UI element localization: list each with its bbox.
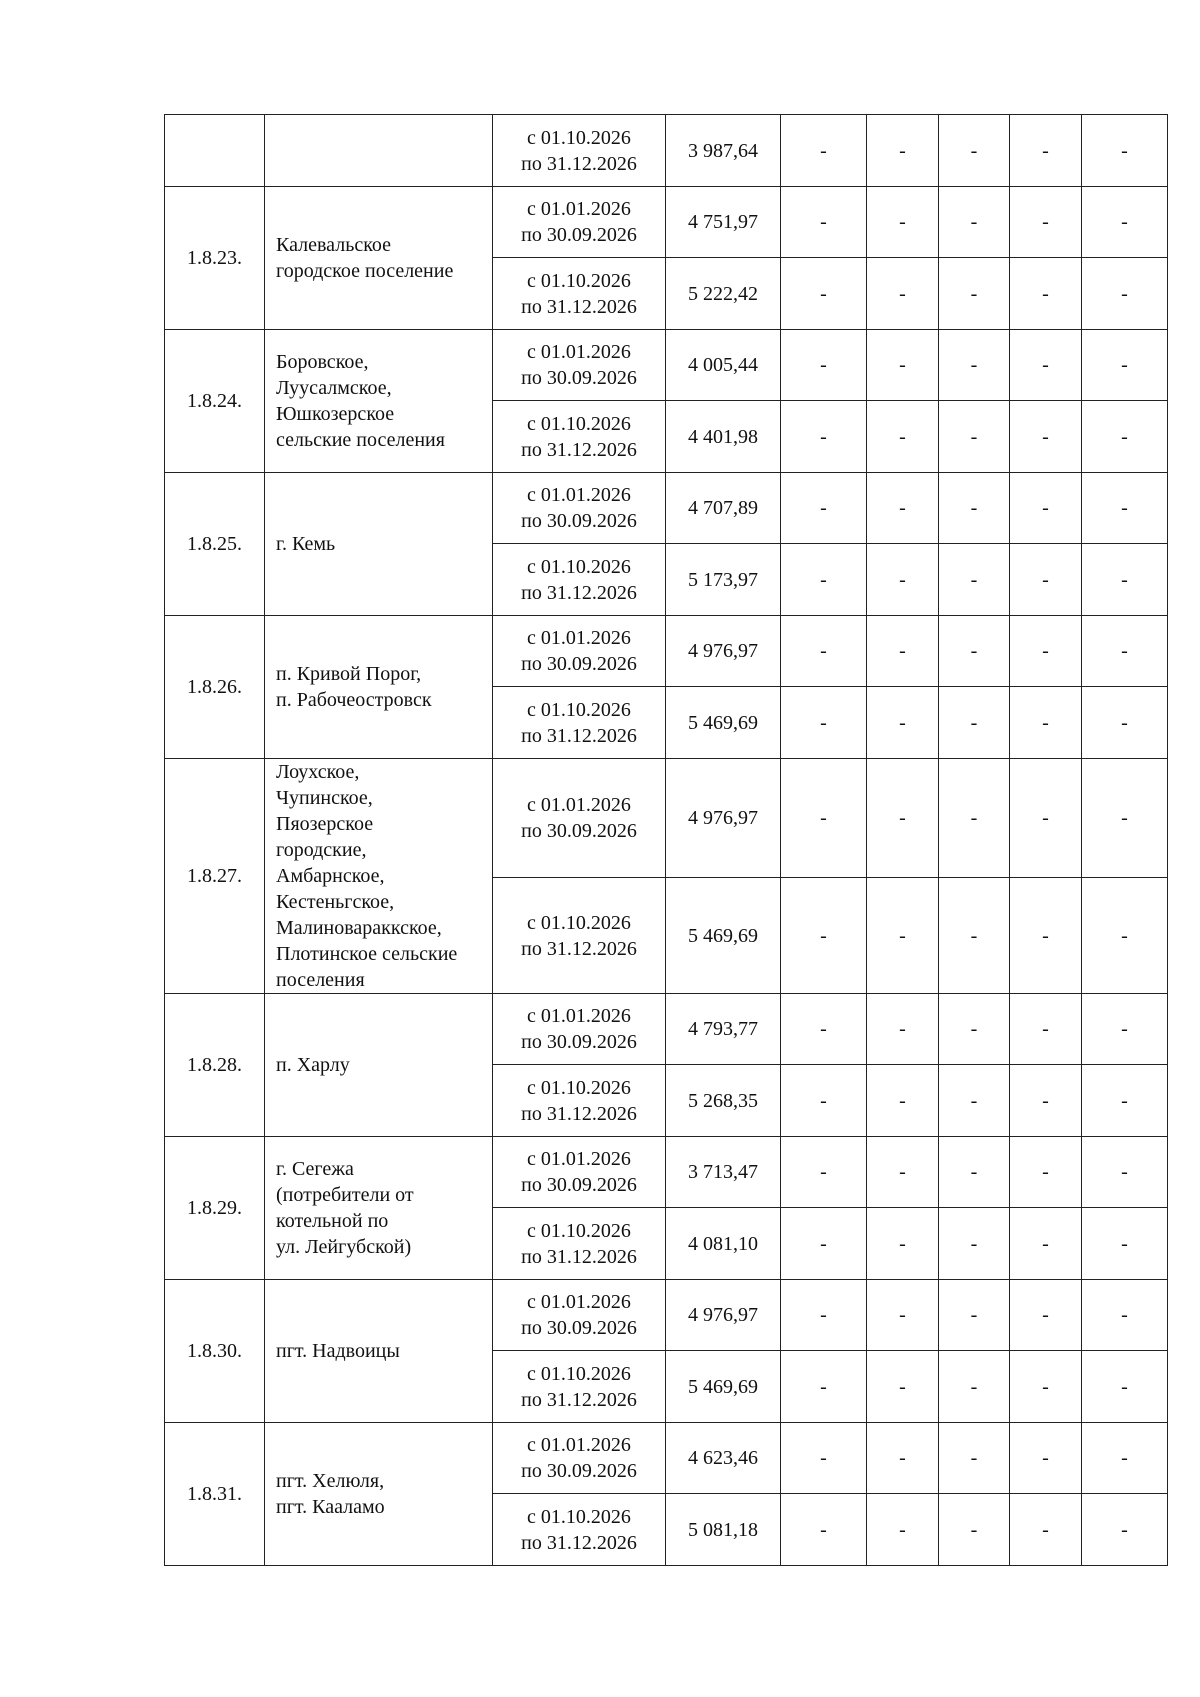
period-cell: с 01.10.2026 по 31.12.2026	[493, 544, 666, 616]
row-number-cell: 1.8.25.	[165, 473, 265, 616]
tariff-value-cell: 5 173,97	[666, 544, 781, 616]
empty-value-cell: -	[939, 473, 1010, 544]
empty-value-cell: -	[1082, 994, 1168, 1065]
period-cell: с 01.01.2026 по 30.09.2026	[493, 616, 666, 687]
tariff-value-cell: 4 976,97	[666, 1280, 781, 1351]
empty-value-cell: -	[1082, 1137, 1168, 1208]
settlement-name: п. Кривой Порог, п. Рабочеостровск	[276, 663, 432, 711]
table-row	[165, 616, 1168, 687]
settlement-name-cell	[265, 473, 493, 616]
empty-value-cell: -	[939, 878, 1010, 994]
empty-value-cell: -	[1082, 544, 1168, 616]
settlement-name-cell	[265, 1137, 493, 1280]
period-cell: с 01.10.2026 по 31.12.2026	[493, 878, 666, 994]
empty-value-cell: -	[1010, 878, 1082, 994]
period-cell: с 01.10.2026 по 31.12.2026	[493, 1494, 666, 1566]
row-number-cell: 1.8.26.	[165, 616, 265, 759]
tariff-table	[164, 114, 1168, 1566]
table-row	[165, 473, 1168, 544]
period-cell: с 01.01.2026 по 30.09.2026	[493, 330, 666, 401]
period-cell: с 01.01.2026 по 30.09.2026	[493, 473, 666, 544]
row-number-cell: 1.8.28.	[165, 994, 265, 1137]
settlement-name-cell	[265, 994, 493, 1137]
period-cell: с 01.01.2026 по 30.09.2026	[493, 759, 666, 878]
empty-value-cell: -	[867, 401, 939, 473]
empty-value-cell: -	[1010, 187, 1082, 258]
period-cell: с 01.01.2026 по 30.09.2026	[493, 1423, 666, 1494]
empty-value-cell: -	[1082, 1351, 1168, 1423]
empty-value-cell: -	[1082, 1208, 1168, 1280]
tariff-value-cell: 3 987,64	[666, 115, 781, 187]
empty-value-cell: -	[781, 1208, 867, 1280]
empty-value-cell: -	[1082, 401, 1168, 473]
period-cell: с 01.10.2026 по 31.12.2026	[493, 1208, 666, 1280]
empty-value-cell: -	[1082, 1423, 1168, 1494]
empty-value-cell: -	[867, 759, 939, 878]
empty-value-cell: -	[939, 187, 1010, 258]
empty-value-cell: -	[867, 1137, 939, 1208]
empty-value-cell: -	[939, 1494, 1010, 1566]
empty-value-cell: -	[781, 759, 867, 878]
empty-value-cell: -	[939, 1351, 1010, 1423]
empty-value-cell: -	[939, 330, 1010, 401]
settlement-name: п. Харлу	[276, 1054, 350, 1076]
empty-value-cell: -	[867, 1494, 939, 1566]
settlement-name: Боровское, Луусалмское, Юшкозерское сельские поселения	[276, 351, 445, 451]
empty-value-cell: -	[1082, 1065, 1168, 1137]
empty-value-cell: -	[781, 1280, 867, 1351]
period-cell: с 01.10.2026 по 31.12.2026	[493, 1351, 666, 1423]
empty-value-cell: -	[867, 1351, 939, 1423]
settlement-name-cell	[265, 115, 493, 187]
tariff-value-cell: 4 976,97	[666, 759, 781, 878]
empty-value-cell: -	[939, 258, 1010, 330]
empty-value-cell: -	[867, 994, 939, 1065]
empty-value-cell: -	[939, 401, 1010, 473]
empty-value-cell: -	[867, 1208, 939, 1280]
tariff-value-cell: 5 222,42	[666, 258, 781, 330]
empty-value-cell: -	[939, 687, 1010, 759]
empty-value-cell: -	[781, 330, 867, 401]
empty-value-cell: -	[781, 616, 867, 687]
row-number-cell: 1.8.23.	[165, 187, 265, 330]
tariff-value-cell: 4 707,89	[666, 473, 781, 544]
empty-value-cell: -	[1010, 258, 1082, 330]
empty-value-cell: -	[1082, 1280, 1168, 1351]
empty-value-cell: -	[1010, 1423, 1082, 1494]
empty-value-cell: -	[1010, 1137, 1082, 1208]
row-number-cell: 1.8.30.	[165, 1280, 265, 1423]
tariff-value-cell: 4 401,98	[666, 401, 781, 473]
settlement-name: Калевальское городское поселение	[276, 234, 454, 282]
table-body	[165, 115, 1168, 1566]
empty-value-cell: -	[1082, 115, 1168, 187]
empty-value-cell: -	[939, 1065, 1010, 1137]
empty-value-cell: -	[1082, 878, 1168, 994]
row-number-cell	[165, 115, 265, 187]
table-row	[165, 1137, 1168, 1208]
table-row	[165, 330, 1168, 401]
empty-value-cell: -	[1082, 1494, 1168, 1566]
tariff-value-cell: 5 469,69	[666, 878, 781, 994]
empty-value-cell: -	[1082, 187, 1168, 258]
empty-value-cell: -	[939, 616, 1010, 687]
empty-value-cell: -	[781, 1351, 867, 1423]
empty-value-cell: -	[1010, 1208, 1082, 1280]
period-cell: с 01.10.2026 по 31.12.2026	[493, 401, 666, 473]
period-cell: с 01.10.2026 по 31.12.2026	[493, 1065, 666, 1137]
empty-value-cell: -	[939, 1208, 1010, 1280]
period-cell: с 01.01.2026 по 30.09.2026	[493, 994, 666, 1065]
tariff-value-cell: 3 713,47	[666, 1137, 781, 1208]
table-row	[165, 115, 1168, 187]
empty-value-cell: -	[1082, 330, 1168, 401]
period-cell: с 01.01.2026 по 30.09.2026	[493, 1137, 666, 1208]
empty-value-cell: -	[867, 687, 939, 759]
empty-value-cell: -	[781, 473, 867, 544]
empty-value-cell: -	[1010, 544, 1082, 616]
row-number-cell: 1.8.31.	[165, 1423, 265, 1566]
settlement-name-cell	[265, 1280, 493, 1423]
empty-value-cell: -	[781, 878, 867, 994]
empty-value-cell: -	[1010, 616, 1082, 687]
settlement-name: пгт. Надвоицы	[276, 1340, 400, 1362]
empty-value-cell: -	[1010, 687, 1082, 759]
empty-value-cell: -	[1082, 473, 1168, 544]
settlement-name: г. Сегежа (потребители от котельной по ул. Лейгубской)	[276, 1158, 414, 1258]
empty-value-cell: -	[939, 1280, 1010, 1351]
empty-value-cell: -	[1010, 330, 1082, 401]
empty-value-cell: -	[867, 330, 939, 401]
empty-value-cell: -	[1010, 994, 1082, 1065]
empty-value-cell: -	[781, 187, 867, 258]
tariff-value-cell: 4 751,97	[666, 187, 781, 258]
empty-value-cell: -	[1082, 687, 1168, 759]
table-row	[165, 759, 1168, 878]
empty-value-cell: -	[1082, 616, 1168, 687]
empty-value-cell: -	[781, 1137, 867, 1208]
period-cell: с 01.10.2026 по 31.12.2026	[493, 687, 666, 759]
tariff-value-cell: 5 268,35	[666, 1065, 781, 1137]
tariff-value-cell: 5 081,18	[666, 1494, 781, 1566]
empty-value-cell: -	[939, 544, 1010, 616]
row-number-cell: 1.8.29.	[165, 1137, 265, 1280]
tariff-value-cell: 4 005,44	[666, 330, 781, 401]
empty-value-cell: -	[1010, 759, 1082, 878]
empty-value-cell: -	[867, 544, 939, 616]
empty-value-cell: -	[781, 994, 867, 1065]
tariff-value-cell: 5 469,69	[666, 1351, 781, 1423]
empty-value-cell: -	[1010, 1280, 1082, 1351]
empty-value-cell: -	[939, 115, 1010, 187]
empty-value-cell: -	[867, 187, 939, 258]
empty-value-cell: -	[781, 258, 867, 330]
table-row	[165, 1423, 1168, 1494]
period-cell: с 01.01.2026 по 30.09.2026	[493, 1280, 666, 1351]
settlement-name: Лоухское, Чупинское, Пяозерское городские, Амбарнское, Кестеньгское, Малиновараккское, Плотинское сельские поселения	[276, 761, 458, 991]
table-row	[165, 187, 1168, 258]
row-number-cell: 1.8.27.	[165, 759, 265, 994]
period-cell: с 01.01.2026 по 30.09.2026	[493, 187, 666, 258]
empty-value-cell: -	[867, 616, 939, 687]
empty-value-cell: -	[1010, 1494, 1082, 1566]
empty-value-cell: -	[781, 115, 867, 187]
empty-value-cell: -	[1010, 1065, 1082, 1137]
empty-value-cell: -	[781, 401, 867, 473]
empty-value-cell: -	[1010, 1351, 1082, 1423]
empty-value-cell: -	[781, 687, 867, 759]
settlement-name-cell	[265, 330, 493, 473]
settlement-name: пгт. Хелюля, пгт. Кааламо	[276, 1470, 385, 1518]
tariff-value-cell: 4 976,97	[666, 616, 781, 687]
empty-value-cell: -	[867, 878, 939, 994]
empty-value-cell: -	[1082, 258, 1168, 330]
empty-value-cell: -	[1010, 473, 1082, 544]
tariff-value-cell: 5 469,69	[666, 687, 781, 759]
empty-value-cell: -	[867, 473, 939, 544]
table-row	[165, 994, 1168, 1065]
empty-value-cell: -	[939, 759, 1010, 878]
settlement-name-cell	[265, 1423, 493, 1566]
empty-value-cell: -	[939, 994, 1010, 1065]
empty-value-cell: -	[867, 115, 939, 187]
empty-value-cell: -	[867, 1065, 939, 1137]
settlement-name-cell	[265, 616, 493, 759]
empty-value-cell: -	[867, 1423, 939, 1494]
empty-value-cell: -	[1010, 115, 1082, 187]
empty-value-cell: -	[781, 1065, 867, 1137]
period-cell: с 01.10.2026 по 31.12.2026	[493, 258, 666, 330]
settlement-name-cell	[265, 759, 493, 994]
period-cell: с 01.10.2026 по 31.12.2026	[493, 115, 666, 187]
empty-value-cell: -	[781, 1423, 867, 1494]
empty-value-cell: -	[781, 544, 867, 616]
row-number-cell: 1.8.24.	[165, 330, 265, 473]
empty-value-cell: -	[867, 258, 939, 330]
tariff-value-cell: 4 623,46	[666, 1423, 781, 1494]
settlement-name: г. Кемь	[276, 533, 336, 555]
table-row	[165, 1280, 1168, 1351]
empty-value-cell: -	[1010, 401, 1082, 473]
tariff-value-cell: 4 793,77	[666, 994, 781, 1065]
empty-value-cell: -	[781, 1494, 867, 1566]
settlement-name-cell	[265, 187, 493, 330]
empty-value-cell: -	[939, 1423, 1010, 1494]
tariff-value-cell: 4 081,10	[666, 1208, 781, 1280]
empty-value-cell: -	[1082, 759, 1168, 878]
empty-value-cell: -	[867, 1280, 939, 1351]
empty-value-cell: -	[939, 1137, 1010, 1208]
